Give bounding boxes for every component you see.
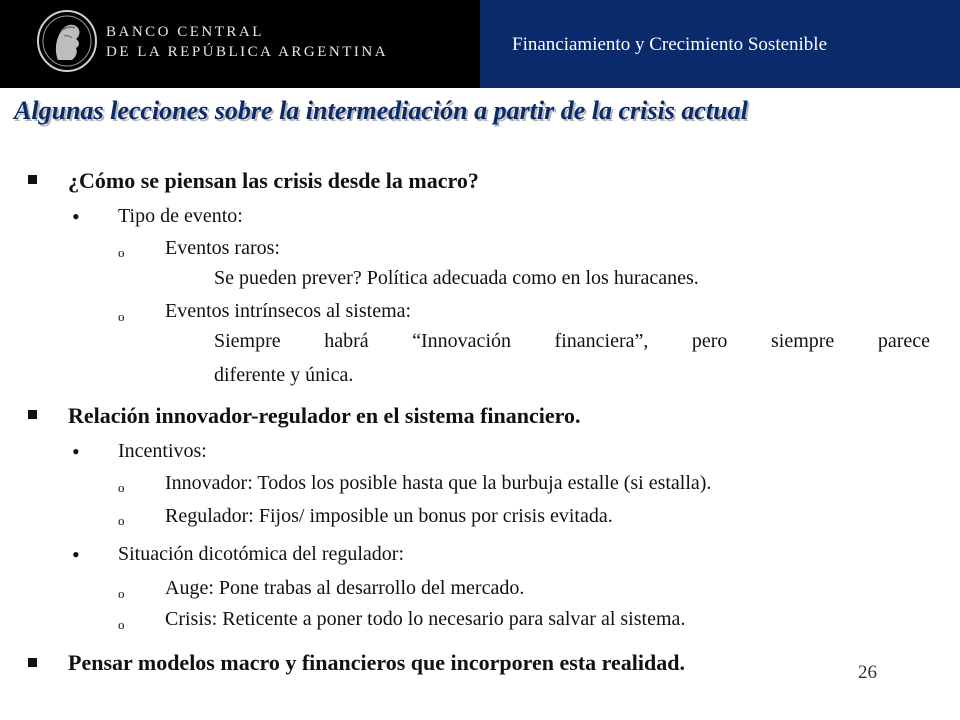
bank-name-line1: BANCO CENTRAL <box>106 24 264 40</box>
square-bullet-icon <box>28 658 37 667</box>
circle-bullet-icon: o <box>118 617 125 632</box>
bullet-macro-models: Pensar modelos macro y financieros que incorporen esta realidad. <box>68 650 685 675</box>
round-bullet-icon: • <box>72 439 80 464</box>
circle-bullet-icon: o <box>118 480 125 495</box>
item-innovator: Innovador: Todos los posible hasta que la burbuja estalle (si estalla). <box>165 472 712 494</box>
item-regulator: Regulador: Fijos/ imposible un bonus por crisis evitada. <box>165 505 613 527</box>
header-right-panel <box>480 0 960 88</box>
bank-seal-icon <box>36 10 98 72</box>
bullet-crisis-macro: ¿Cómo se piensan las crisis desde la macro? <box>68 168 479 193</box>
page-number: 26 <box>858 662 877 683</box>
sub-bullet-incentives: Incentivos: <box>118 440 207 462</box>
item-intrinsic-events-detail: Siempre habrá “Innovación financiera”, pero siempre parece <box>214 330 930 352</box>
item-intrinsic-events-detail-cont: diferente y única. <box>214 364 354 386</box>
square-bullet-icon <box>28 410 37 419</box>
round-bullet-icon: • <box>72 542 80 567</box>
circle-bullet-icon: o <box>118 245 125 260</box>
item-boom: Auge: Pone trabas al desarrollo del mercado. <box>165 577 525 599</box>
square-bullet-icon <box>28 175 37 184</box>
bank-name-line2: DE LA REPÚBLICA ARGENTINA <box>106 44 389 60</box>
item-rare-events: Eventos raros: <box>165 237 280 259</box>
section-title: Financiamiento y Crecimiento Sostenible <box>512 34 828 55</box>
item-intrinsic-events: Eventos intrínsecos al sistema: <box>165 300 412 322</box>
circle-bullet-icon: o <box>118 513 125 528</box>
circle-bullet-icon: o <box>118 309 125 324</box>
sub-bullet-event-type: Tipo de evento: <box>118 205 243 227</box>
item-crisis: Crisis: Reticente a poner todo lo necesario para salvar al sistema. <box>165 608 686 630</box>
round-bullet-icon: • <box>72 204 80 229</box>
bullet-innovator-regulator: Relación innovador-regulador en el sistema financiero. <box>68 403 581 428</box>
circle-bullet-icon: o <box>118 586 125 601</box>
slide-title: Algunas lecciones sobre la intermediación a partir de la crisis actual <box>14 96 748 125</box>
item-rare-events-detail: Se pueden prever? Política adecuada como en los huracanes. <box>214 267 699 289</box>
sub-bullet-regulator-dichotomy: Situación dicotómica del regulador: <box>118 543 405 565</box>
header-left-panel <box>0 0 480 88</box>
